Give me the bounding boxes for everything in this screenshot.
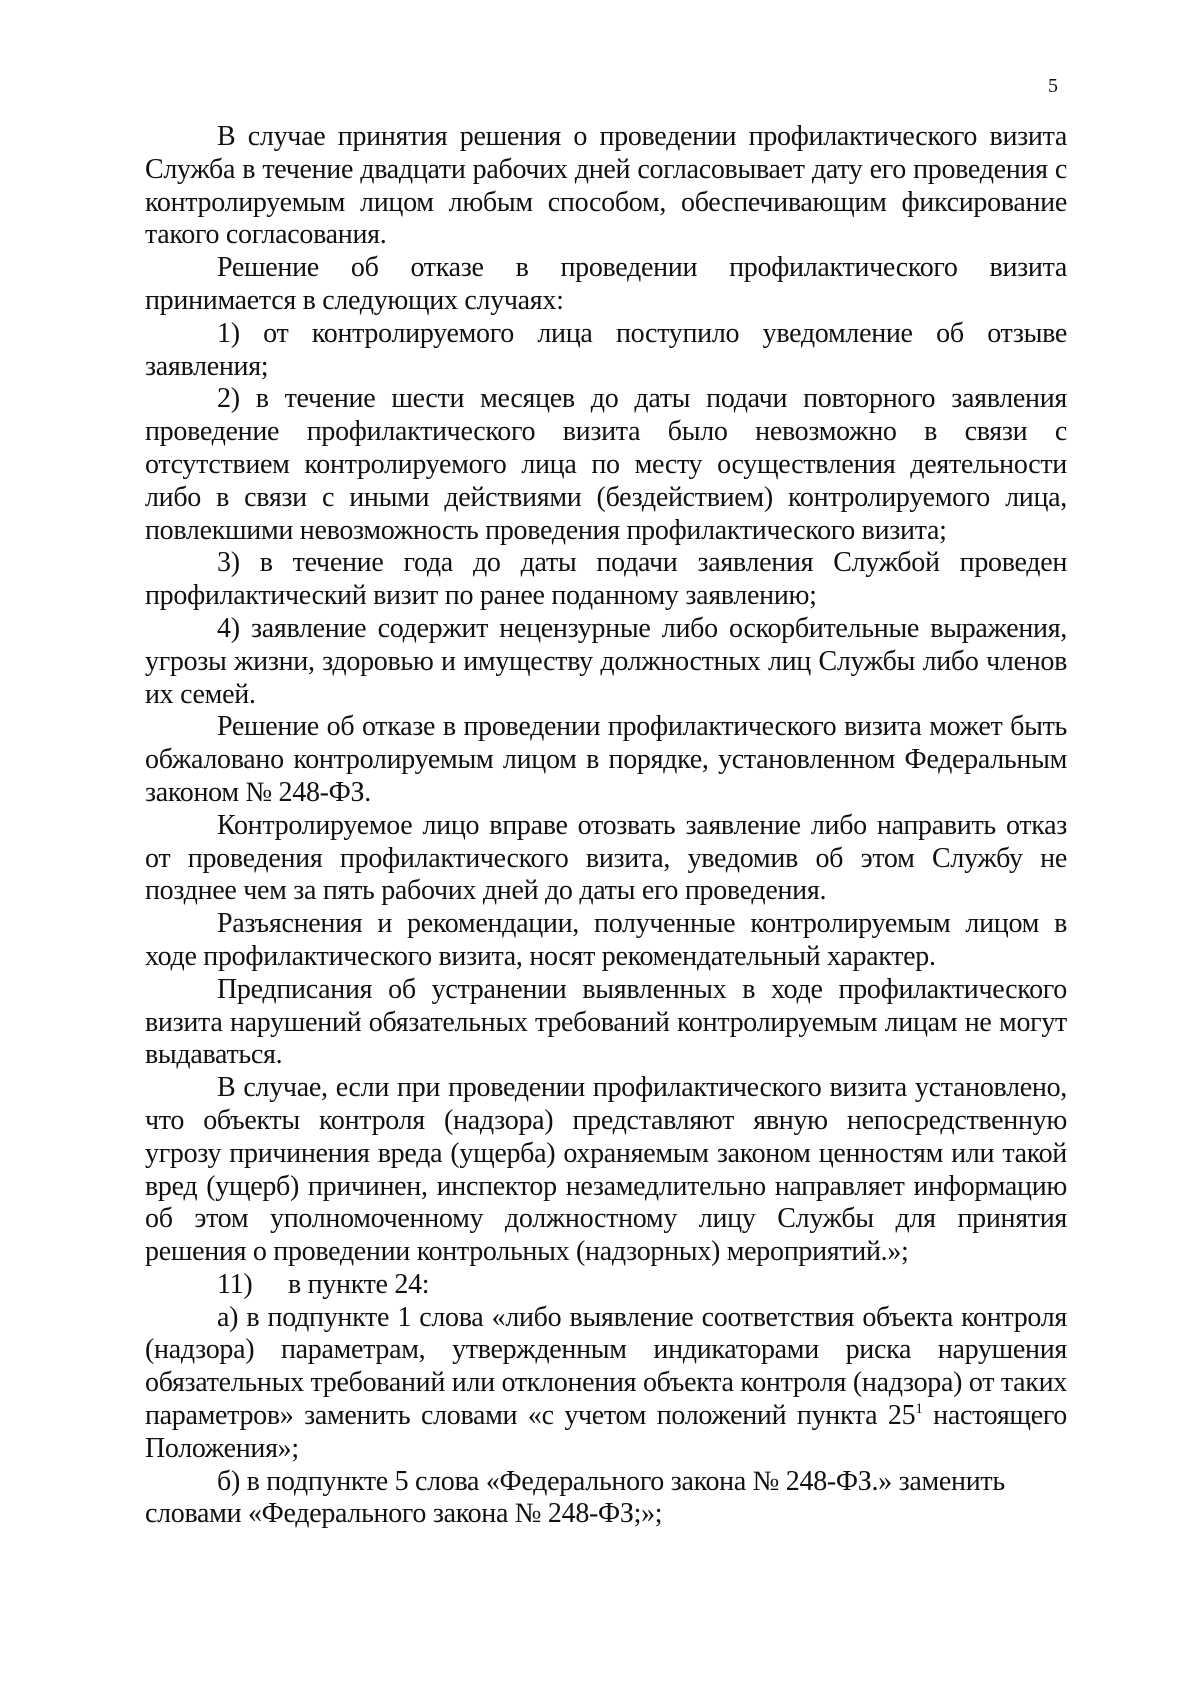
paragraph-immediate-threat: В случае, если при проведении профилактического визита установлено, что объекты контроля (надзора) представляют явную непосредственную угрозу причинения вреда (ущерба) охраняемым законом ценностям или такой вред (ущерб) причинен, инспектор незамедлительно направляет информацию об этом уполномоченному должностному лицу Службы для принятия решения о проведении контрольных (надзорных) мероприятий.»; — [145, 1072, 1067, 1268]
document-body — [145, 121, 1067, 1531]
paragraph-refusal-appeal: Решение об отказе в проведении профилактического визита может быть обжаловано контролируемым лицом в порядке, установленном Федеральным законом № 248-ФЗ. — [145, 711, 1067, 808]
paragraph-visit-date-agreement: В случае принятия решения о проведении профилактического визита Служба в течение двадцати рабочих дней согласовывает дату его проведения с контролируемым лицом любым способом, обеспечивающим фиксирование такого согласования. — [145, 121, 1067, 251]
paragraph-refusal-case-1: 1) от контролируемого лица поступило уведомление об отзыве заявления; — [145, 317, 1067, 382]
amendment-item-11 — [145, 1269, 1067, 1302]
subitem-a-text: а) в подпункте 1 слова «либо выявление соответствия объекта контроля (надзора) параметрам, утвержденным индикаторами риска нарушения обязательных требований или отклонения объекта контроля (надзора) от таких параметров» заменить словами «с учетом положений пункта 25 — [145, 1301, 1067, 1432]
amendment-item-number: 11) — [217, 1268, 253, 1300]
paragraph-subitem-a — [145, 1302, 1067, 1466]
paragraph-refusal-case-2: 2) в течение шести месяцев до даты подачи повторного заявления проведение профилактического визита было невозможно в связи с отсутствием контролируемого лица по месту осуществления деятельности либо в связи с иными действиями (бездействием) контролируемого лица, повлекшими невозможность проведения профилактического визита; — [145, 383, 1067, 546]
paragraph-withdrawal-right: Контролируемое лицо вправе отозвать заявление либо направить отказ от проведения профилактического визита, уведомив об этом Службу не позднее чем за пять рабочих дней до даты его проведения. — [145, 809, 1067, 907]
paragraph-refusal-case-4: 4) заявление содержит нецензурные либо оскорбительные выражения, угрозы жизни, здоровью и имуществу должностных лиц Службы либо членов их семей. — [145, 612, 1067, 710]
superscript-index: 1 — [915, 1401, 923, 1418]
paragraph-recommendations: Разъяснения и рекомендации, полученные контролируемым лицом в ходе профилактического визита, носят рекомендательный характер. — [145, 908, 1067, 972]
subitem-a-text-end: настоящего Положения»; — [145, 1400, 1068, 1464]
paragraph-no-orders: Предписания об устранении выявленных в ходе профилактического визита нарушений обязательных требований контролируемым лицам не могут выдаваться. — [145, 973, 1067, 1071]
amendment-item-text: в пункте 24: — [288, 1268, 430, 1300]
page-number: 5 — [1048, 75, 1058, 97]
paragraph-refusal-cases-intro: Решение об отказе в проведении профилактического визита принимается в следующих случаях: — [145, 252, 1067, 316]
paragraph-refusal-case-3: 3) в течение года до даты подачи заявления Службой проведен профилактический визит по ранее поданному заявлению; — [145, 547, 1067, 612]
paragraph-subitem-b: б) в подпункте 5 слова «Федерального закона № 248-ФЗ.» заменить словами «Федерального закона № 248-ФЗ;»; — [145, 1465, 1005, 1530]
